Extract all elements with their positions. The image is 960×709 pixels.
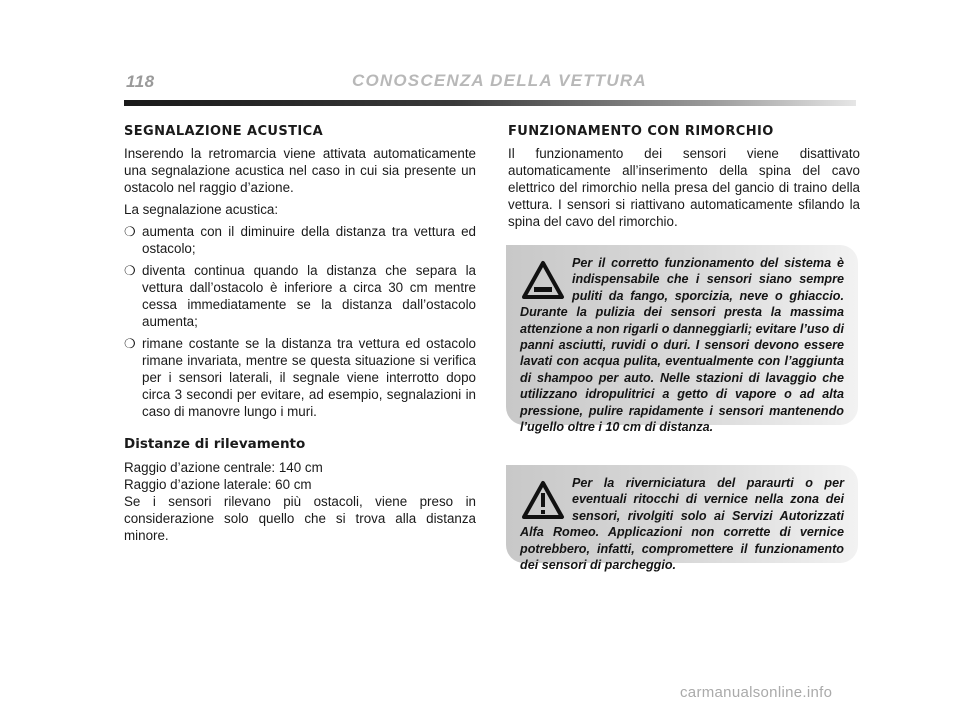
central-range-line: Raggio d’azione centrale: 140 cm [124,460,323,475]
warning-note [506,465,858,573]
multiple-obstacles-line: Se i sensori rilevano più ostacoli, viene preso in considerazione solo quello che si trova alla distanza minore. [124,494,476,543]
distances-heading: Distanze di rilevamento [124,436,306,452]
warning-note-text: Per la riverniciatura del paraurti o per eventuali ritocchi di vernice nella zona dei sensori, rivolgiti solo ai Servizi Autorizzati Alfa Romeo. Applicazioni non corrette di vernice potrebbero, infatti, compromettere il funzionamento dei sensori di parcheggio. [520,476,844,573]
circle-bullet-icon: ❍ [124,336,136,351]
caution-triangle-icon [520,259,566,301]
circle-bullet-icon: ❍ [124,263,136,278]
header-rule [124,100,856,106]
right-column [508,123,860,235]
acoustic-intro: Inserendo la retromarcia viene attivata automaticamente una segnalazione acustica nel caso in cui sia presente un ostacolo nel raggio d’azione. [124,146,476,195]
warning-triangle-icon [520,479,566,521]
list-item-text: diventa continua quando la distanza che separa la vettura dall’ostacolo è inferiore a circa 30 cm mentre cessa immediatamente se la distanza dall’ostacolo aumenta; [142,263,476,329]
acoustic-heading: SEGNALAZIONE ACUSTICA [124,124,324,139]
left-column [124,123,476,544]
circle-bullet-icon: ❍ [124,224,136,239]
list-item-text: aumenta con il diminuire della distanza tra vettura ed ostacolo; [142,224,476,256]
list-item [124,335,476,420]
acoustic-bullet-list [124,223,476,420]
watermark: carmanualsonline.info [680,684,833,701]
page-number: 118 [126,72,155,91]
caution-note [506,245,858,435]
list-item-text: rimane costante se la distanza tra vettura ed ostacolo rimane invariata, mentre se questa situazione si verifica per i sensori laterali, il segnale viene interrotto dopo circa 3 secondi per evitare, ad esempio, segnalazioni in caso di manovre lungo i muri. [142,336,476,419]
section-title: CONOSCENZA DELLA VETTURA [352,71,647,90]
list-item [124,223,476,257]
distances-block [124,459,476,544]
trailer-heading: FUNZIONAMENTO CON RIMORCHIO [508,124,774,139]
trailer-text: Il funzionamento dei sensori viene disattivato automaticamente all’inserimento della spina del cavo elettrico del rimorchio nella presa del gancio di traino della vettura. I sensori si riattivano automaticamente sfilando la spina del cavo del rimorchio. [508,146,860,229]
caution-note-text: Per il corretto funzionamento del sistema è indispensabile che i sensori siano sempre puliti da fango, sporcizia, neve o ghiaccio. Durante la pulizia dei sensori presta la massima attenzione a non rigarli o danneggiarli; evitare l’uso di panni asciutti, ruvidi o duri. I sensori devono essere lavati con acqua pulita, eventualmente con l’aggiunta di shampoo per auto. Nelle stazioni di lavaggio che utilizzano idropulitrici a getto di vapore o ad alta pressione, pulire rapidamente i sensori mantenendo l’ugello oltre i 10 cm di distanza. [520,256,844,435]
list-item [124,262,476,330]
lateral-range-line: Raggio d’azione laterale: 60 cm [124,477,312,492]
acoustic-lead: La segnalazione acustica: [124,202,279,217]
